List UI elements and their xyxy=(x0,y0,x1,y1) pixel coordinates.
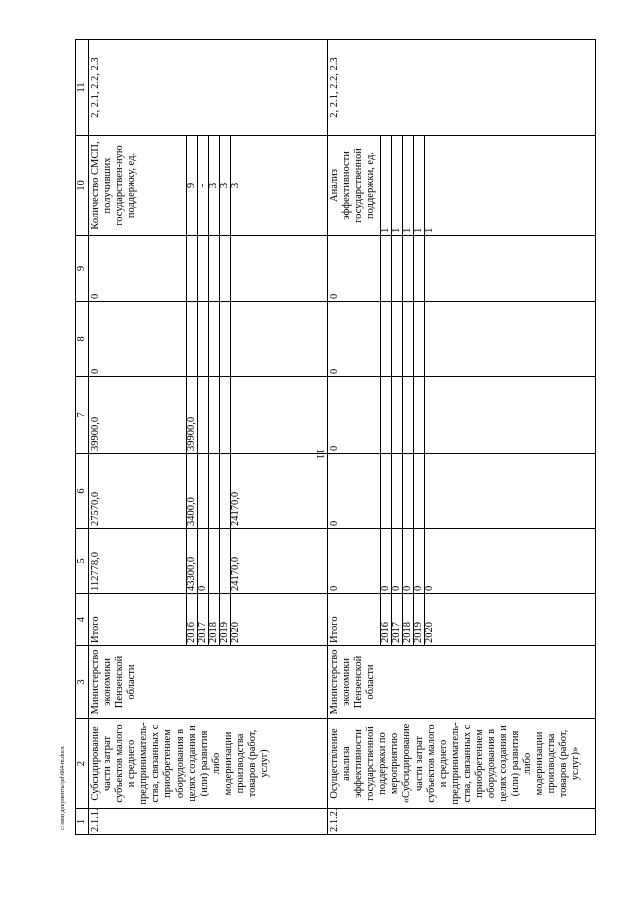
column-number: 4 xyxy=(76,594,89,646)
total-value: 0 xyxy=(328,529,381,594)
year-value: 0 xyxy=(198,529,209,594)
year: 2016 xyxy=(381,594,392,646)
year-value xyxy=(403,302,414,377)
year-value xyxy=(414,302,425,377)
year-value: 0 xyxy=(381,529,392,594)
target-indicator-refs: 2, 2.1, 2.2, 2.3 xyxy=(89,40,328,136)
activity-number: 2.1.1. xyxy=(89,809,328,835)
year-value xyxy=(392,454,403,529)
indicator-value: 9 xyxy=(187,136,198,236)
total-value: 0 xyxy=(328,302,381,377)
activity-executor: Министерство экономики Пензенской области xyxy=(328,646,596,719)
year-value: 0 xyxy=(425,529,596,594)
column-number: 1 xyxy=(76,809,89,835)
indicator-name: Количество СМСП, получивших государствен-ную поддержку, ед. xyxy=(89,136,187,236)
table-row xyxy=(89,40,187,835)
year-value xyxy=(414,236,425,302)
year-value xyxy=(231,302,328,377)
year-value xyxy=(198,454,209,529)
year-value: 24170,0 xyxy=(231,529,328,594)
year-value xyxy=(198,377,209,454)
column-number: 10 xyxy=(76,136,89,236)
year-value xyxy=(381,302,392,377)
page-number: 11 xyxy=(314,448,326,460)
year-value: 43300,0 xyxy=(187,529,198,594)
year: 2016 xyxy=(187,594,198,646)
year-value xyxy=(403,377,414,454)
table-row xyxy=(328,40,381,835)
column-number: 2 xyxy=(76,719,89,809)
year-value xyxy=(220,302,231,377)
indicator-value: 1 xyxy=(414,136,425,236)
total-value: 39900,0 xyxy=(89,377,187,454)
year: 2019 xyxy=(220,594,231,646)
activity-executor: Министерство экономики Пензенской области xyxy=(89,646,328,719)
year: 2017 xyxy=(198,594,209,646)
column-number: 3 xyxy=(76,646,89,719)
year-value xyxy=(381,454,392,529)
year-value xyxy=(381,377,392,454)
program-table-sheet xyxy=(75,40,582,835)
footer-file-path-text: c:\мои документы\pd\664-m.docx xyxy=(60,746,66,830)
year-value xyxy=(231,377,328,454)
year: 2017 xyxy=(392,594,403,646)
year-value xyxy=(403,454,414,529)
indicator-value: 3 xyxy=(231,136,328,236)
indicator-value: 1 xyxy=(403,136,414,236)
year-value xyxy=(425,454,596,529)
indicator-value: 1 xyxy=(425,136,596,236)
year-value xyxy=(414,377,425,454)
indicator-value: 3 xyxy=(220,136,231,236)
indicator-value: 1 xyxy=(381,136,392,236)
column-number: 8 xyxy=(76,302,89,377)
year-value xyxy=(403,236,414,302)
total-value: 112778,0 xyxy=(89,529,187,594)
column-number: 6 xyxy=(76,454,89,529)
total-value: 27570,0 xyxy=(89,454,187,529)
activity-description: Осуществление анализа эффективности государственной поддержки по мероприятию «Субсидирование части затрат субъектов малого и среднего предприниматель-ства, связанных с приобретением оборудования в целях создания и (или) развития либо модернизации производства товаров (работ, услуг)» xyxy=(328,719,596,809)
year-value xyxy=(187,236,198,302)
year: 2018 xyxy=(209,594,220,646)
year-value: 3400,0 xyxy=(187,454,198,529)
year-value xyxy=(209,236,220,302)
total-value: 0 xyxy=(328,454,381,529)
column-number-row xyxy=(76,40,89,835)
year-value xyxy=(425,236,596,302)
total-label: Итого xyxy=(89,594,187,646)
total-value: 0 xyxy=(89,236,187,302)
year-value xyxy=(198,236,209,302)
year-value xyxy=(231,236,328,302)
target-indicator-refs: 2, 2.1, 2.2, 2.3 xyxy=(328,40,596,136)
year-value: 0 xyxy=(392,529,403,594)
year: 2019 xyxy=(414,594,425,646)
year-value: 39900,0 xyxy=(187,377,198,454)
activity-description: Субсидирование части затрат субъектов малого и среднего предприниматель-ства, связанных с приобретением оборудования в целях создания и (или) развития либо модернизации производства товаров (работ, услуг) xyxy=(89,719,328,809)
indicator-value: 1 xyxy=(392,136,403,236)
year-value: 24170,0 xyxy=(231,454,328,529)
year-value xyxy=(414,454,425,529)
year-value xyxy=(220,454,231,529)
year-value xyxy=(198,302,209,377)
year-value: 0 xyxy=(403,529,414,594)
indicator-value: - xyxy=(198,136,209,236)
year-value xyxy=(209,377,220,454)
year-value xyxy=(220,377,231,454)
year-value xyxy=(187,302,198,377)
year-value xyxy=(392,236,403,302)
year-value xyxy=(220,236,231,302)
column-number: 11 xyxy=(76,40,89,136)
total-label: Итого xyxy=(328,594,381,646)
year-value xyxy=(425,377,596,454)
year: 2020 xyxy=(425,594,596,646)
program-activities-table xyxy=(75,39,596,835)
total-value: 0 xyxy=(328,377,381,454)
column-number: 9 xyxy=(76,236,89,302)
column-number: 7 xyxy=(76,377,89,454)
year-value xyxy=(209,302,220,377)
year-value xyxy=(209,529,220,594)
year-value xyxy=(381,236,392,302)
indicator-name: Анализ эффективности государственной поддержки, ед. xyxy=(328,136,381,236)
year-value xyxy=(392,302,403,377)
column-number: 5 xyxy=(76,529,89,594)
year-value xyxy=(209,454,220,529)
total-value: 0 xyxy=(89,302,187,377)
year: 2020 xyxy=(231,594,328,646)
total-value: 0 xyxy=(328,236,381,302)
year-value xyxy=(392,377,403,454)
indicator-value: 3 xyxy=(209,136,220,236)
year: 2018 xyxy=(403,594,414,646)
year-value: 0 xyxy=(414,529,425,594)
activity-number: 2.1.2. xyxy=(328,809,596,835)
year-value xyxy=(220,529,231,594)
year-value xyxy=(425,302,596,377)
